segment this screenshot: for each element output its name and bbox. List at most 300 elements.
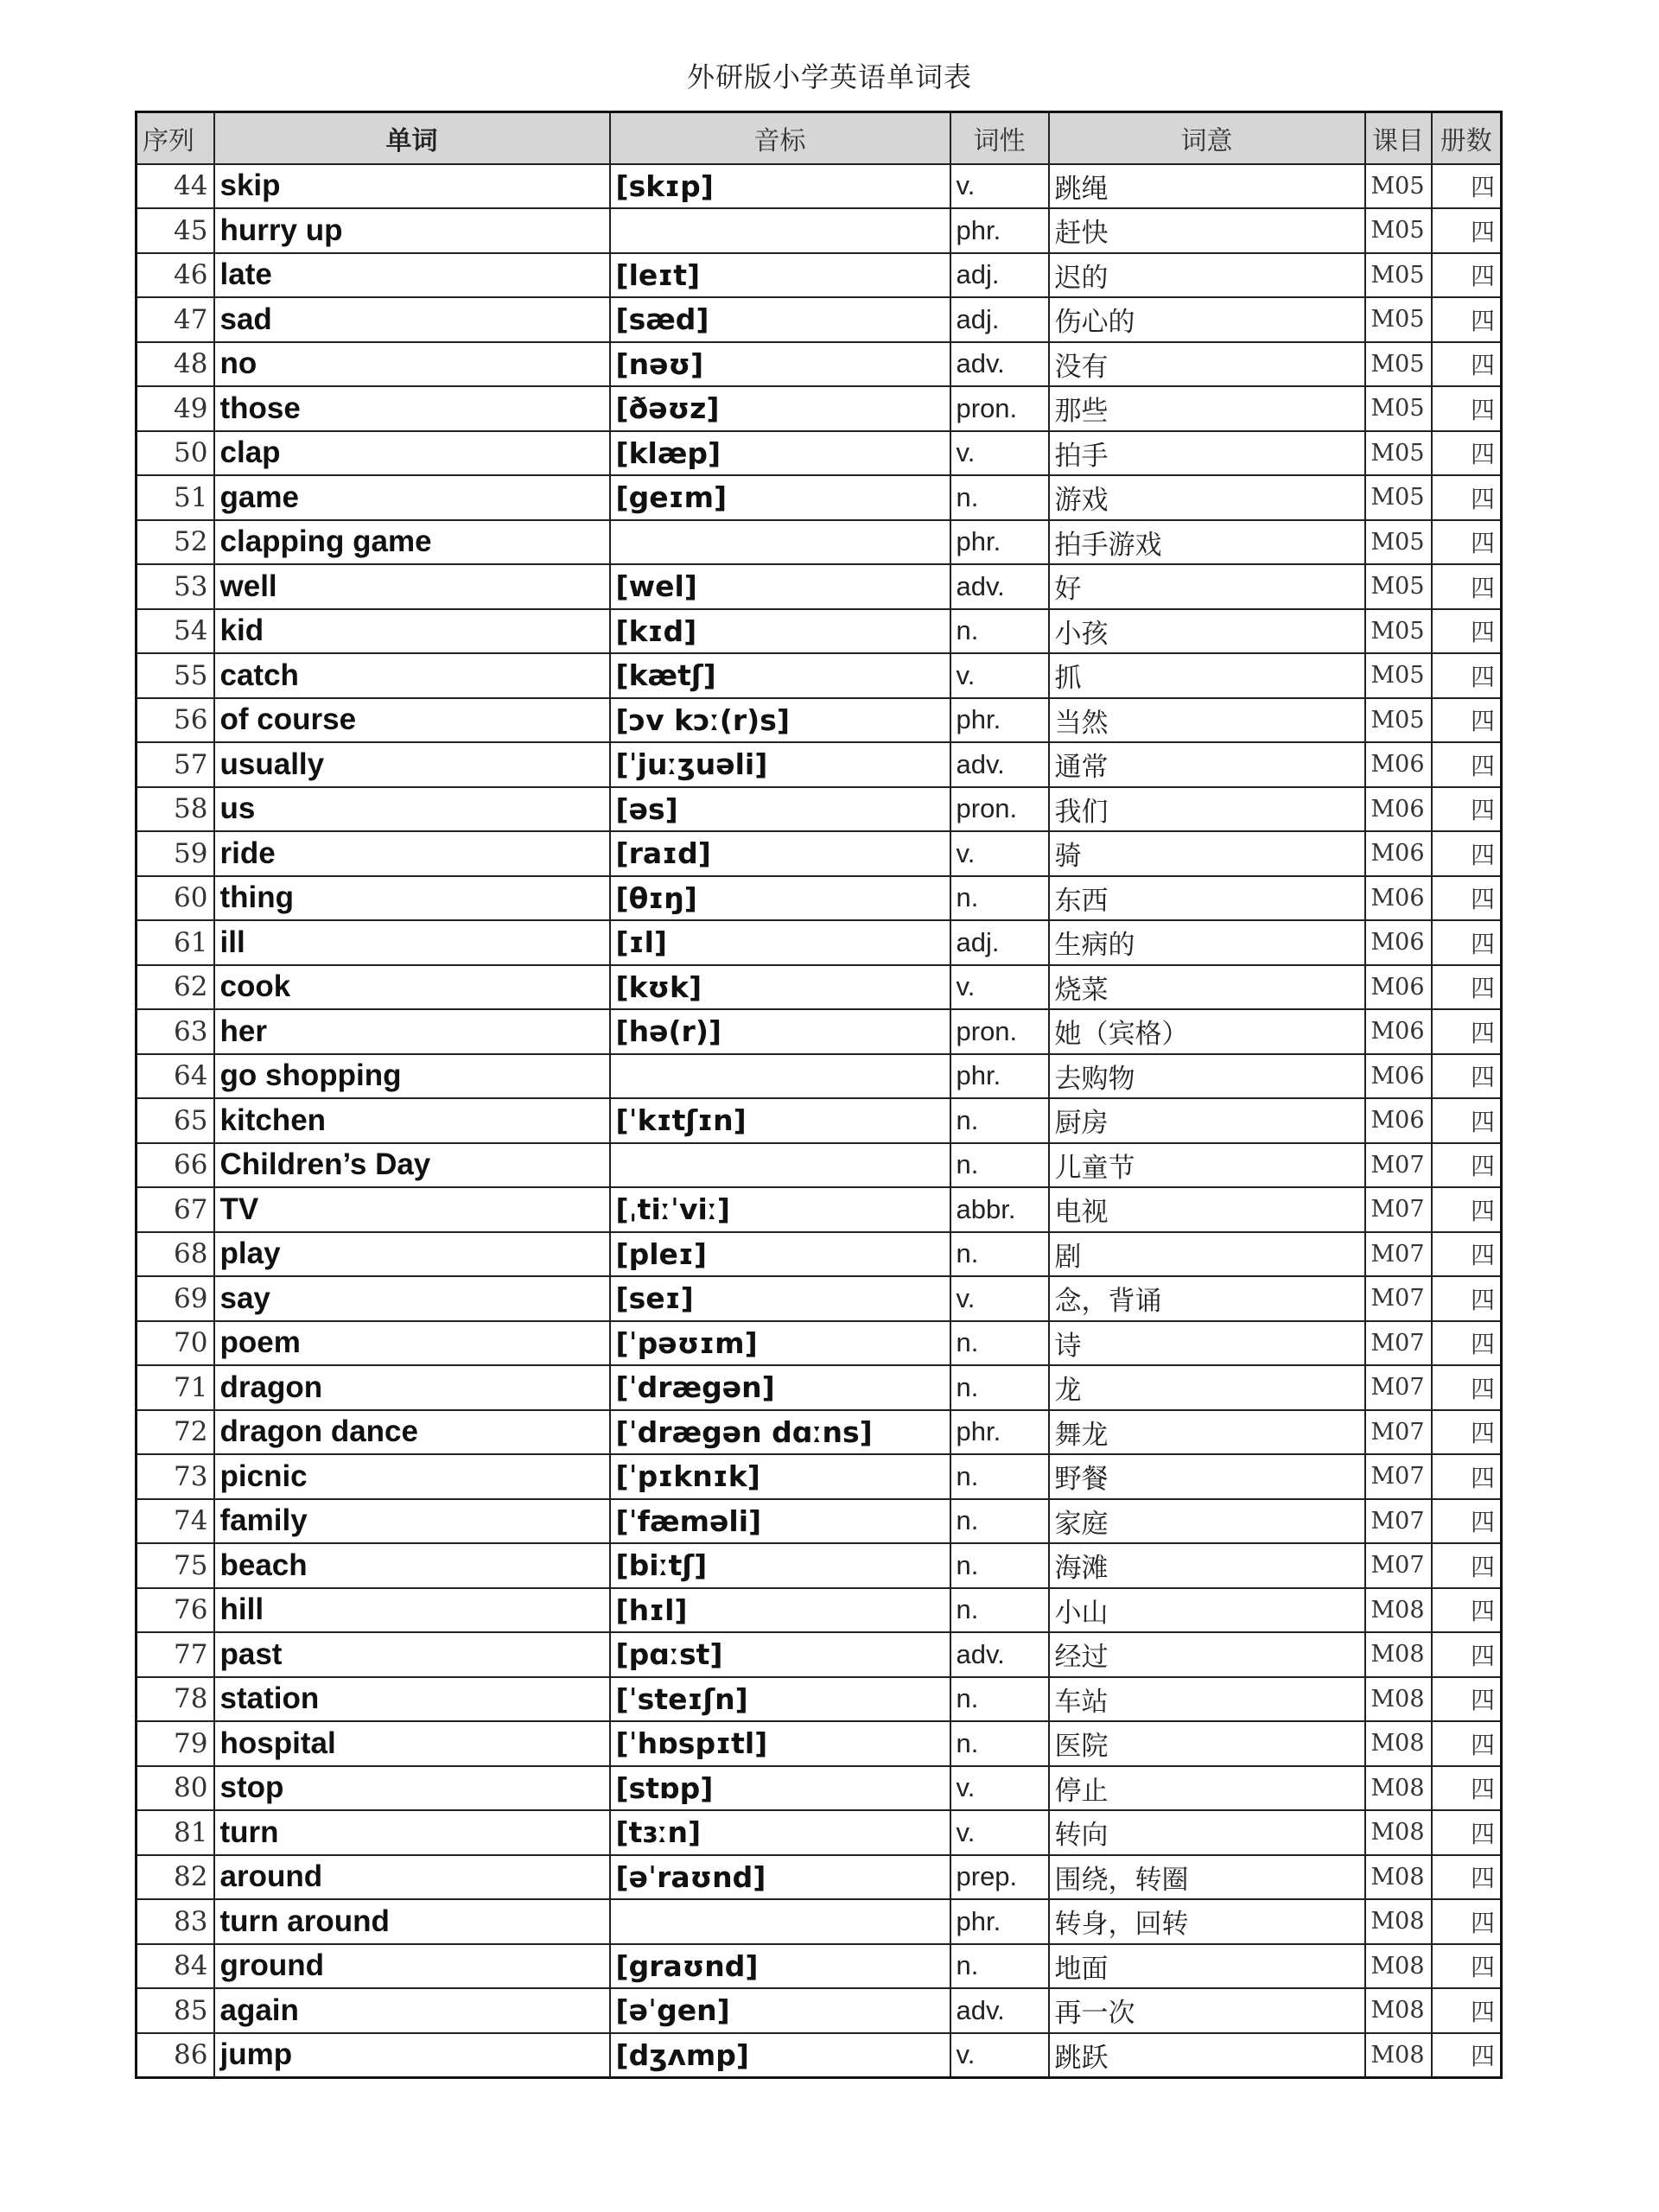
cell-word: sad: [214, 297, 610, 342]
cell-word: catch: [214, 653, 610, 698]
cell-volume: 四: [1432, 1454, 1502, 1499]
cell-module: M07: [1365, 1410, 1432, 1455]
cell-meaning: 东西: [1049, 876, 1365, 921]
cell-pos: n.: [950, 1944, 1049, 1989]
cell-volume: 四: [1432, 1054, 1502, 1099]
cell-word: turn around: [214, 1899, 610, 1944]
cell-volume: 四: [1432, 1899, 1502, 1944]
cell-seq: 48: [137, 342, 214, 387]
cell-seq: 60: [137, 876, 214, 921]
cell-phonetic: [ˌtiːˈviː]: [610, 1187, 950, 1232]
cell-meaning: 围绕，转圈: [1049, 1855, 1365, 1900]
cell-volume: 四: [1432, 1276, 1502, 1321]
cell-phonetic: [ˈpɪknɪk]: [610, 1454, 950, 1499]
cell-pos: adv.: [950, 1988, 1049, 2033]
table-row: [137, 1810, 1502, 1855]
cell-module: M06: [1365, 1009, 1432, 1054]
cell-volume: 四: [1432, 742, 1502, 787]
cell-phonetic: [ˈfæməli]: [610, 1499, 950, 1544]
cell-meaning: 家庭: [1049, 1499, 1365, 1544]
cell-pos: v.: [950, 1810, 1049, 1855]
cell-word: play: [214, 1232, 610, 1277]
cell-pos: phr.: [950, 698, 1049, 743]
cell-meaning: 抓: [1049, 653, 1365, 698]
cell-seq: 57: [137, 742, 214, 787]
cell-module: M06: [1365, 920, 1432, 965]
cell-word: usually: [214, 742, 610, 787]
cell-seq: 47: [137, 297, 214, 342]
cell-phonetic: [pɑːst]: [610, 1632, 950, 1677]
cell-module: M07: [1365, 1454, 1432, 1499]
cell-word: TV: [214, 1187, 610, 1232]
cell-pos: v.: [950, 2033, 1049, 2078]
cell-phonetic: [hə(r)]: [610, 1009, 950, 1054]
header-module: 课目: [1365, 112, 1432, 164]
cell-word: hurry up: [214, 208, 610, 253]
cell-meaning: 电视: [1049, 1187, 1365, 1232]
cell-word: ground: [214, 1944, 610, 1989]
cell-seq: 51: [137, 475, 214, 520]
cell-module: M06: [1365, 1054, 1432, 1099]
cell-meaning: 经过: [1049, 1632, 1365, 1677]
cell-meaning: 儿童节: [1049, 1143, 1365, 1188]
table-row: [137, 386, 1502, 431]
cell-pos: n.: [950, 1499, 1049, 1544]
cell-pos: pron.: [950, 1009, 1049, 1054]
cell-volume: 四: [1432, 1543, 1502, 1588]
cell-volume: 四: [1432, 1766, 1502, 1811]
cell-word: turn: [214, 1810, 610, 1855]
cell-module: M07: [1365, 1276, 1432, 1321]
cell-phonetic: [ɪl]: [610, 920, 950, 965]
cell-word: Children’s Day: [214, 1143, 610, 1188]
cell-pos: n.: [950, 1588, 1049, 1633]
table-body: [137, 164, 1502, 2078]
cell-pos: adv.: [950, 342, 1049, 387]
table-row: [137, 1543, 1502, 1588]
cell-volume: 四: [1432, 1988, 1502, 2033]
cell-word: skip: [214, 164, 610, 209]
table-header-row: [137, 112, 1502, 164]
cell-volume: 四: [1432, 1009, 1502, 1054]
cell-volume: 四: [1432, 297, 1502, 342]
cell-module: M07: [1365, 1232, 1432, 1277]
cell-pos: phr.: [950, 520, 1049, 565]
cell-meaning: 念，背诵: [1049, 1276, 1365, 1321]
cell-seq: 62: [137, 965, 214, 1010]
cell-pos: v.: [950, 653, 1049, 698]
cell-module: M05: [1365, 208, 1432, 253]
cell-seq: 82: [137, 1855, 214, 1900]
header-volume: 册数: [1432, 112, 1502, 164]
table-row: [137, 253, 1502, 298]
cell-seq: 44: [137, 164, 214, 209]
cell-meaning: 生病的: [1049, 920, 1365, 965]
cell-module: M07: [1365, 1499, 1432, 1544]
cell-pos: n.: [950, 1321, 1049, 1366]
cell-module: M05: [1365, 564, 1432, 609]
table-row: [137, 1632, 1502, 1677]
cell-meaning: 龙: [1049, 1365, 1365, 1410]
cell-pos: n.: [950, 1232, 1049, 1277]
cell-word: beach: [214, 1543, 610, 1588]
cell-pos: v.: [950, 431, 1049, 476]
cell-meaning: 赶快: [1049, 208, 1365, 253]
header-seq: 序列: [137, 112, 214, 164]
cell-volume: 四: [1432, 965, 1502, 1010]
cell-phonetic: [klæp]: [610, 431, 950, 476]
cell-module: M08: [1365, 1766, 1432, 1811]
cell-volume: 四: [1432, 1855, 1502, 1900]
table-row: [137, 1899, 1502, 1944]
cell-pos: adv.: [950, 742, 1049, 787]
cell-phonetic: [skɪp]: [610, 164, 950, 209]
cell-volume: 四: [1432, 1588, 1502, 1633]
cell-module: M06: [1365, 876, 1432, 921]
cell-volume: 四: [1432, 2033, 1502, 2078]
cell-pos: adv.: [950, 564, 1049, 609]
cell-seq: 50: [137, 431, 214, 476]
cell-pos: n.: [950, 1365, 1049, 1410]
cell-meaning: 当然: [1049, 698, 1365, 743]
cell-seq: 65: [137, 1098, 214, 1143]
cell-module: M08: [1365, 1588, 1432, 1633]
cell-word: late: [214, 253, 610, 298]
cell-word: kitchen: [214, 1098, 610, 1143]
cell-module: M07: [1365, 1187, 1432, 1232]
cell-word: again: [214, 1988, 610, 2033]
cell-phonetic: [610, 520, 950, 565]
table-row: [137, 1944, 1502, 1989]
cell-volume: 四: [1432, 653, 1502, 698]
cell-phonetic: [ˈdrægən]: [610, 1365, 950, 1410]
table-row: [137, 475, 1502, 520]
table-row: [137, 431, 1502, 476]
cell-volume: 四: [1432, 1632, 1502, 1677]
cell-meaning: 厨房: [1049, 1098, 1365, 1143]
cell-word: us: [214, 787, 610, 832]
cell-seq: 46: [137, 253, 214, 298]
table-row: [137, 787, 1502, 832]
cell-pos: phr.: [950, 1054, 1049, 1099]
cell-pos: phr.: [950, 208, 1049, 253]
table-row: [137, 342, 1502, 387]
cell-word: picnic: [214, 1454, 610, 1499]
cell-meaning: 迟的: [1049, 253, 1365, 298]
cell-seq: 54: [137, 609, 214, 654]
cell-module: M08: [1365, 2033, 1432, 2078]
cell-module: M06: [1365, 742, 1432, 787]
header-pos: 词性: [950, 112, 1049, 164]
cell-seq: 73: [137, 1454, 214, 1499]
table-row: [137, 1588, 1502, 1633]
cell-pos: v.: [950, 965, 1049, 1010]
cell-word: hospital: [214, 1721, 610, 1766]
cell-word: ride: [214, 831, 610, 876]
cell-meaning: 小孩: [1049, 609, 1365, 654]
cell-seq: 85: [137, 1988, 214, 2033]
table-row: [137, 1321, 1502, 1366]
cell-volume: 四: [1432, 1365, 1502, 1410]
cell-volume: 四: [1432, 1410, 1502, 1455]
table-row: [137, 1988, 1502, 2033]
cell-volume: 四: [1432, 787, 1502, 832]
cell-phonetic: [ˈpəʊɪm]: [610, 1321, 950, 1366]
cell-meaning: 伤心的: [1049, 297, 1365, 342]
table-row: [137, 208, 1502, 253]
cell-word: well: [214, 564, 610, 609]
cell-pos: abbr.: [950, 1187, 1049, 1232]
table-row: [137, 920, 1502, 965]
cell-phonetic: [kætʃ]: [610, 653, 950, 698]
cell-volume: 四: [1432, 1810, 1502, 1855]
cell-seq: 64: [137, 1054, 214, 1099]
cell-phonetic: [əs]: [610, 787, 950, 832]
cell-seq: 58: [137, 787, 214, 832]
cell-module: M05: [1365, 253, 1432, 298]
cell-volume: 四: [1432, 831, 1502, 876]
cell-phonetic: [610, 1054, 950, 1099]
cell-seq: 56: [137, 698, 214, 743]
cell-meaning: 烧菜: [1049, 965, 1365, 1010]
cell-meaning: 舞龙: [1049, 1410, 1365, 1455]
cell-seq: 79: [137, 1721, 214, 1766]
cell-pos: n.: [950, 1721, 1049, 1766]
cell-seq: 86: [137, 2033, 214, 2078]
header-word: 单词: [214, 112, 610, 164]
cell-pos: n.: [950, 609, 1049, 654]
cell-seq: 76: [137, 1588, 214, 1633]
cell-module: M05: [1365, 653, 1432, 698]
cell-phonetic: [leɪt]: [610, 253, 950, 298]
cell-word: poem: [214, 1321, 610, 1366]
cell-meaning: 通常: [1049, 742, 1365, 787]
table-row: [137, 965, 1502, 1010]
cell-pos: adv.: [950, 1632, 1049, 1677]
table-row: [137, 609, 1502, 654]
table-row: [137, 1677, 1502, 1722]
page-title: 外研版小学英语单词表: [686, 60, 972, 93]
cell-word: past: [214, 1632, 610, 1677]
cell-pos: v.: [950, 1276, 1049, 1321]
cell-seq: 63: [137, 1009, 214, 1054]
cell-seq: 74: [137, 1499, 214, 1544]
table-row: [137, 2033, 1502, 2078]
cell-meaning: 海滩: [1049, 1543, 1365, 1588]
cell-module: M08: [1365, 1855, 1432, 1900]
table-row: [137, 297, 1502, 342]
cell-volume: 四: [1432, 1187, 1502, 1232]
cell-meaning: 去购物: [1049, 1054, 1365, 1099]
table-row: [137, 1187, 1502, 1232]
cell-meaning: 车站: [1049, 1677, 1365, 1722]
table-row: [137, 876, 1502, 921]
cell-module: M05: [1365, 164, 1432, 209]
cell-seq: 80: [137, 1766, 214, 1811]
cell-word: no: [214, 342, 610, 387]
cell-word: hill: [214, 1588, 610, 1633]
cell-meaning: 我们: [1049, 787, 1365, 832]
table-row: [137, 1054, 1502, 1099]
cell-volume: 四: [1432, 475, 1502, 520]
cell-volume: 四: [1432, 431, 1502, 476]
cell-phonetic: [stɒp]: [610, 1766, 950, 1811]
cell-volume: 四: [1432, 1499, 1502, 1544]
cell-module: M05: [1365, 297, 1432, 342]
cell-word: jump: [214, 2033, 610, 2078]
cell-meaning: 拍手: [1049, 431, 1365, 476]
cell-volume: 四: [1432, 1232, 1502, 1277]
cell-phonetic: [dʒʌmp]: [610, 2033, 950, 2078]
cell-meaning: 那些: [1049, 386, 1365, 431]
cell-seq: 52: [137, 520, 214, 565]
cell-pos: pron.: [950, 787, 1049, 832]
cell-phonetic: [kʊk]: [610, 965, 950, 1010]
cell-meaning: 再一次: [1049, 1988, 1365, 2033]
cell-volume: 四: [1432, 520, 1502, 565]
cell-module: M08: [1365, 1988, 1432, 2033]
cell-meaning: 转向: [1049, 1810, 1365, 1855]
table-row: [137, 520, 1502, 565]
cell-module: M05: [1365, 431, 1432, 476]
table-row: [137, 1410, 1502, 1455]
cell-volume: 四: [1432, 208, 1502, 253]
cell-module: M07: [1365, 1321, 1432, 1366]
table-row: [137, 1766, 1502, 1811]
cell-seq: 78: [137, 1677, 214, 1722]
cell-seq: 71: [137, 1365, 214, 1410]
cell-phonetic: [ˈdrægən dɑːns]: [610, 1410, 950, 1455]
cell-phonetic: [əˈraʊnd]: [610, 1855, 950, 1900]
cell-seq: 83: [137, 1899, 214, 1944]
cell-module: M05: [1365, 386, 1432, 431]
cell-module: M06: [1365, 1098, 1432, 1143]
cell-pos: n.: [950, 1543, 1049, 1588]
cell-module: M05: [1365, 342, 1432, 387]
cell-volume: 四: [1432, 342, 1502, 387]
cell-seq: 75: [137, 1543, 214, 1588]
cell-word: say: [214, 1276, 610, 1321]
table-row: [137, 1365, 1502, 1410]
cell-word: those: [214, 386, 610, 431]
cell-seq: 72: [137, 1410, 214, 1455]
cell-module: M05: [1365, 475, 1432, 520]
cell-seq: 69: [137, 1276, 214, 1321]
header-phonetic: 音标: [610, 112, 950, 164]
table-row: [137, 1499, 1502, 1544]
cell-word: dragon: [214, 1365, 610, 1410]
cell-phonetic: [ˈjuːʒuəli]: [610, 742, 950, 787]
cell-phonetic: [610, 208, 950, 253]
cell-meaning: 剧: [1049, 1232, 1365, 1277]
cell-module: M08: [1365, 1677, 1432, 1722]
table-row: [137, 742, 1502, 787]
table-row: [137, 164, 1502, 209]
cell-module: M07: [1365, 1543, 1432, 1588]
cell-phonetic: [biːtʃ]: [610, 1543, 950, 1588]
cell-meaning: 转身，回转: [1049, 1899, 1365, 1944]
cell-pos: adj.: [950, 920, 1049, 965]
cell-volume: 四: [1432, 876, 1502, 921]
cell-volume: 四: [1432, 564, 1502, 609]
cell-volume: 四: [1432, 1677, 1502, 1722]
cell-module: M06: [1365, 965, 1432, 1010]
cell-phonetic: [610, 1899, 950, 1944]
cell-pos: n.: [950, 876, 1049, 921]
cell-pos: adj.: [950, 297, 1049, 342]
cell-phonetic: [nəʊ]: [610, 342, 950, 387]
cell-word: cook: [214, 965, 610, 1010]
table-row: [137, 653, 1502, 698]
table-row: [137, 1009, 1502, 1054]
cell-word: thing: [214, 876, 610, 921]
table-row: [137, 1143, 1502, 1188]
cell-phonetic: [ɔv kɔː(r)s]: [610, 698, 950, 743]
cell-module: M05: [1365, 609, 1432, 654]
cell-meaning: 地面: [1049, 1944, 1365, 1989]
cell-pos: v.: [950, 164, 1049, 209]
cell-word: her: [214, 1009, 610, 1054]
cell-word: kid: [214, 609, 610, 654]
cell-volume: 四: [1432, 1321, 1502, 1366]
cell-module: M08: [1365, 1721, 1432, 1766]
cell-seq: 84: [137, 1944, 214, 1989]
cell-phonetic: [tɜːn]: [610, 1810, 950, 1855]
cell-meaning: 医院: [1049, 1721, 1365, 1766]
cell-phonetic: [hɪl]: [610, 1588, 950, 1633]
header-meaning: 词意: [1049, 112, 1365, 164]
cell-meaning: 野餐: [1049, 1454, 1365, 1499]
cell-module: M08: [1365, 1944, 1432, 1989]
cell-seq: 68: [137, 1232, 214, 1277]
table-row: [137, 1098, 1502, 1143]
cell-module: M05: [1365, 520, 1432, 565]
cell-module: M05: [1365, 698, 1432, 743]
cell-pos: n.: [950, 475, 1049, 520]
cell-seq: 81: [137, 1810, 214, 1855]
cell-volume: 四: [1432, 1721, 1502, 1766]
cell-seq: 67: [137, 1187, 214, 1232]
cell-pos: n.: [950, 1143, 1049, 1188]
cell-volume: 四: [1432, 386, 1502, 431]
cell-word: around: [214, 1855, 610, 1900]
cell-phonetic: [ˈkɪtʃɪn]: [610, 1098, 950, 1143]
cell-phonetic: [pleɪ]: [610, 1232, 950, 1277]
table-row: [137, 1454, 1502, 1499]
cell-pos: v.: [950, 1766, 1049, 1811]
cell-word: family: [214, 1499, 610, 1544]
cell-module: M07: [1365, 1143, 1432, 1188]
cell-pos: phr.: [950, 1410, 1049, 1455]
cell-phonetic: [wel]: [610, 564, 950, 609]
cell-word: game: [214, 475, 610, 520]
cell-pos: n.: [950, 1098, 1049, 1143]
cell-pos: phr.: [950, 1899, 1049, 1944]
cell-module: M06: [1365, 787, 1432, 832]
table-row: [137, 698, 1502, 743]
cell-meaning: 诗: [1049, 1321, 1365, 1366]
cell-module: M08: [1365, 1899, 1432, 1944]
table-row: [137, 831, 1502, 876]
cell-seq: 77: [137, 1632, 214, 1677]
cell-pos: prep.: [950, 1855, 1049, 1900]
cell-phonetic: [ðəʊz]: [610, 386, 950, 431]
cell-phonetic: [610, 1143, 950, 1188]
cell-seq: 70: [137, 1321, 214, 1366]
cell-seq: 66: [137, 1143, 214, 1188]
cell-phonetic: [graʊnd]: [610, 1944, 950, 1989]
cell-phonetic: [ˈhɒspɪtl]: [610, 1721, 950, 1766]
